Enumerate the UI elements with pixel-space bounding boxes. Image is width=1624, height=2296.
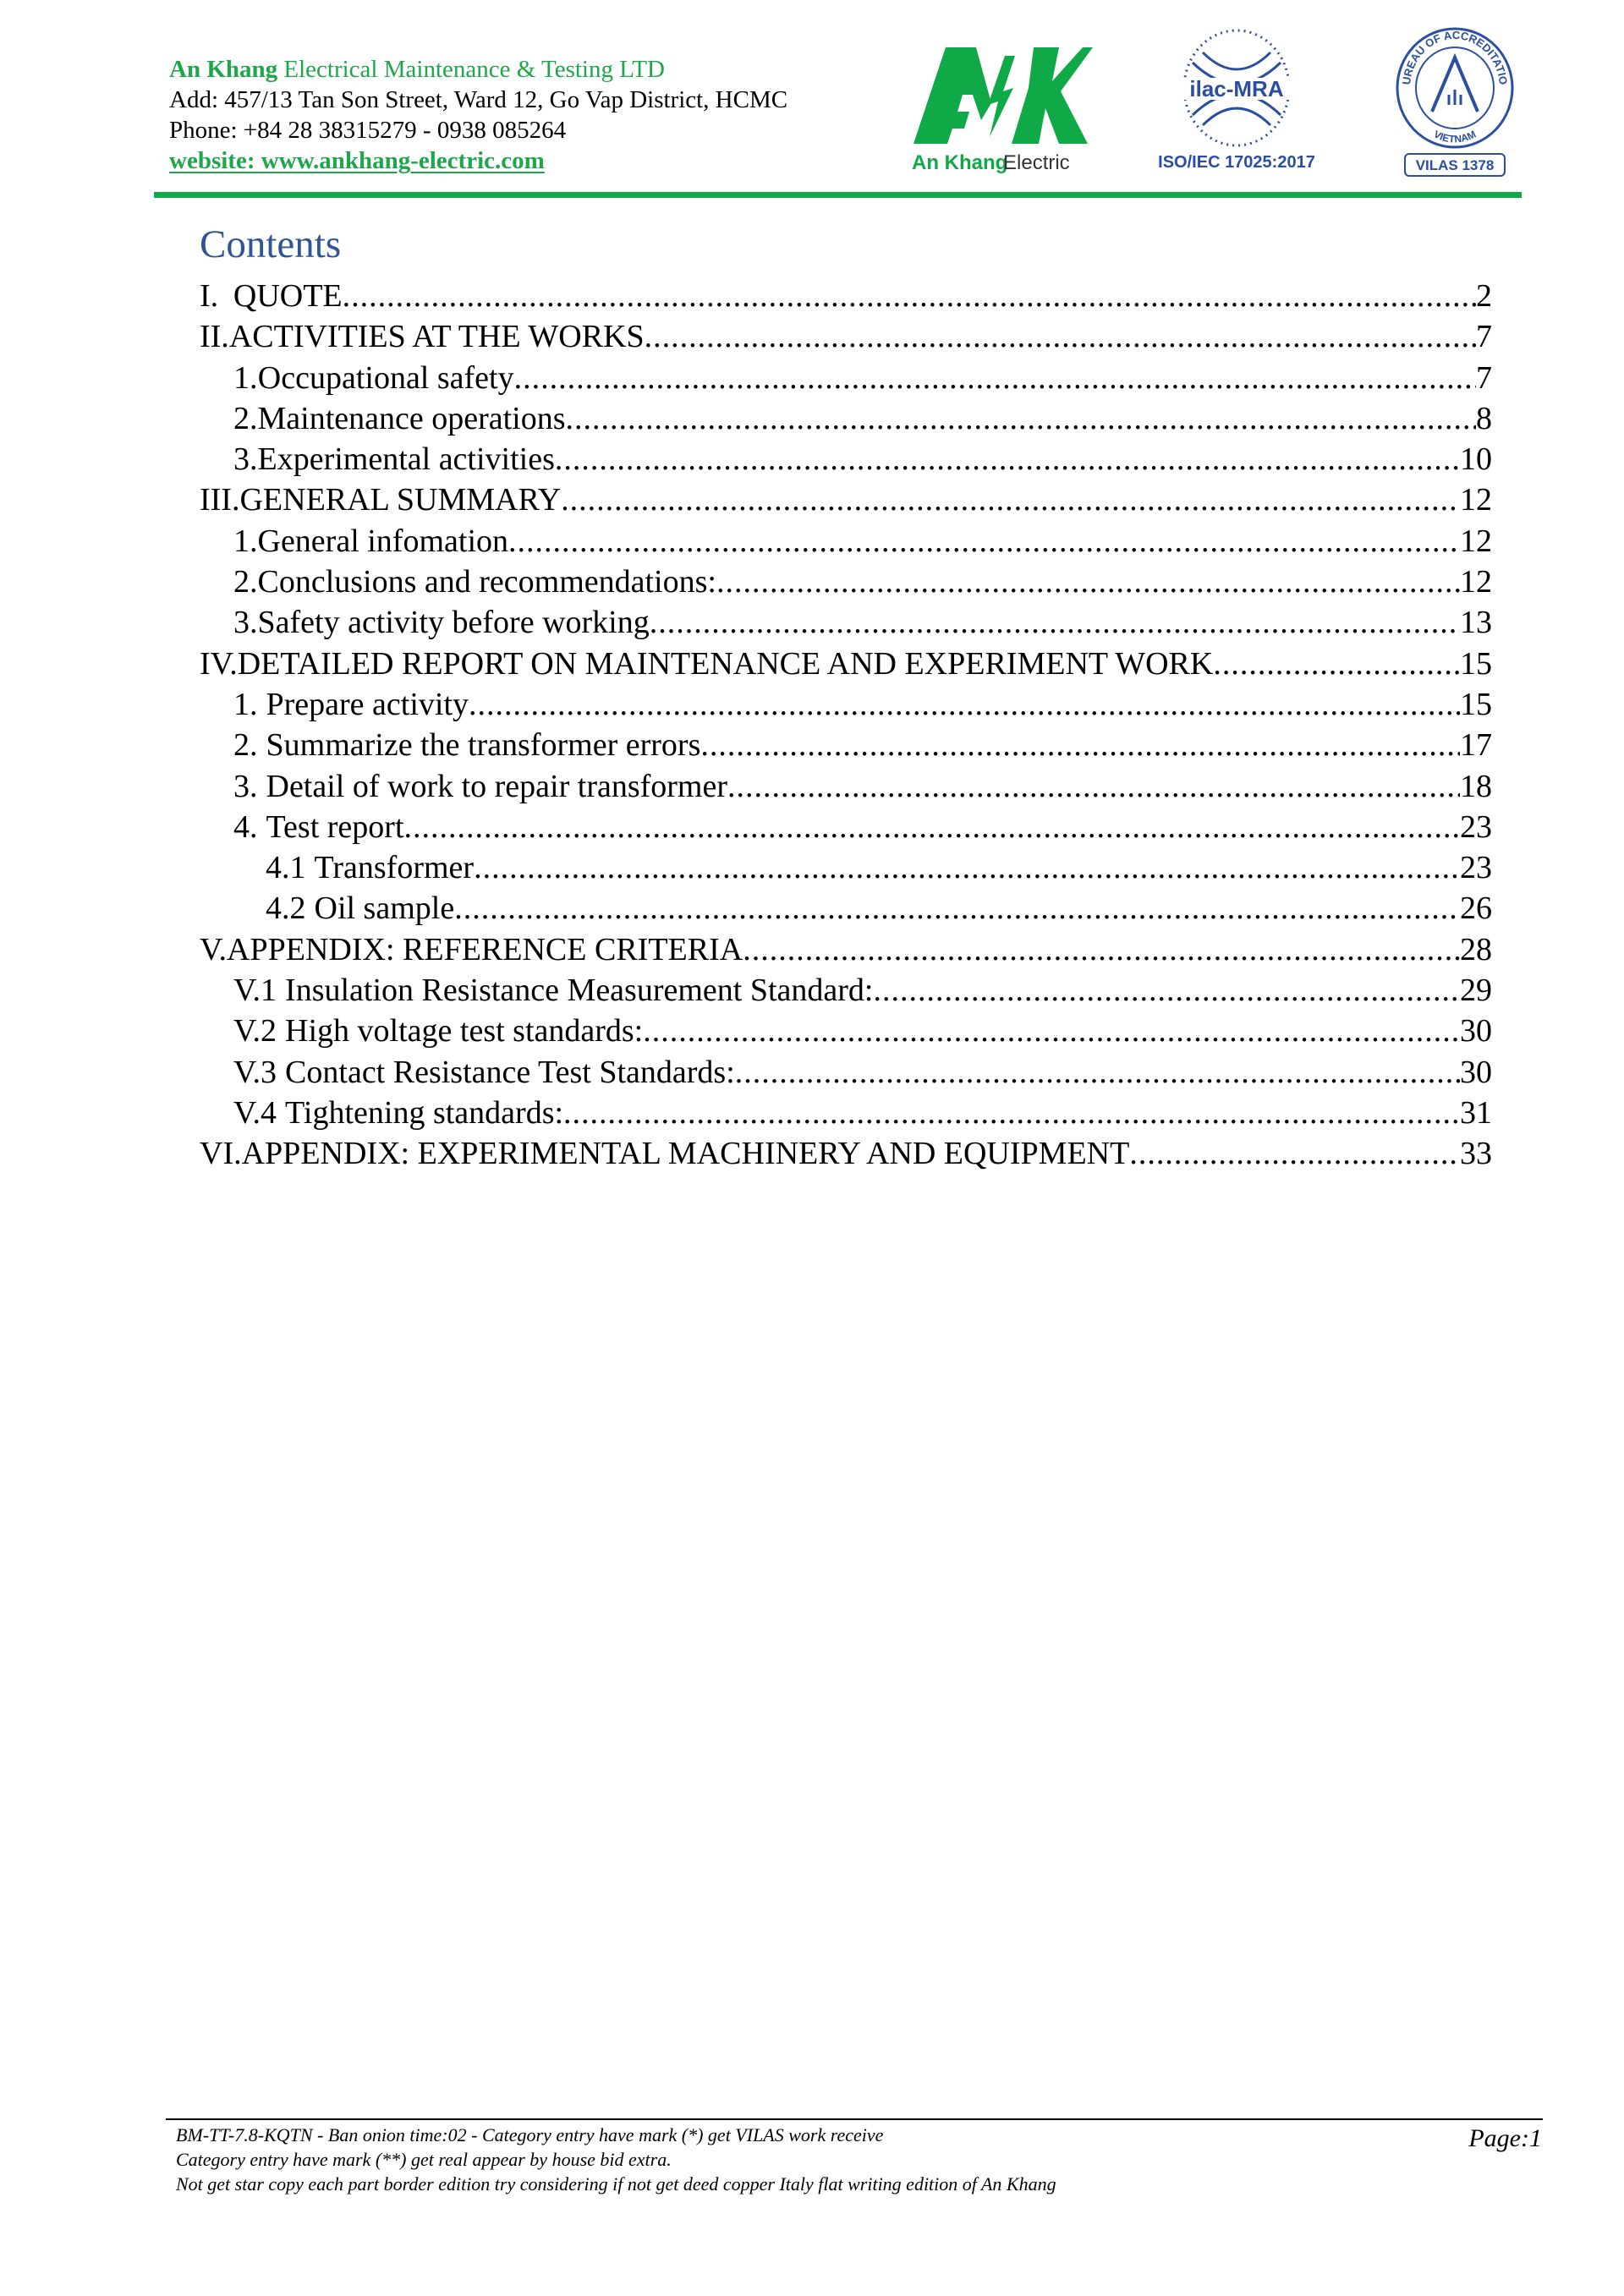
toc-entry-number: 3. — [233, 768, 258, 804]
ilac-mra-text: ilac-MRA — [1189, 76, 1284, 101]
toc-entry[interactable] — [200, 1133, 1492, 1174]
toc-entry[interactable] — [200, 929, 1492, 970]
toc-entry-number: VI. — [200, 1136, 242, 1172]
toc-entry-label: Prepare activity — [266, 686, 469, 722]
bureau-of-accreditation-seal-icon — [1391, 27, 1518, 181]
toc-entry[interactable] — [200, 1011, 1492, 1051]
toc-leader-dots — [643, 1011, 1460, 1051]
toc-entry[interactable] — [200, 521, 1492, 562]
toc-leader-dots — [1213, 644, 1460, 684]
toc-entry-label: Tightening standards: — [285, 1094, 564, 1131]
footer-note-extra: Category entry have mark (**) get real appear by house bid extra. — [176, 2149, 672, 2170]
toc-entry[interactable] — [200, 562, 1492, 602]
footer-notes — [176, 2123, 1056, 2196]
toc-entry-page: 7 — [1476, 319, 1492, 355]
toc-entry-page: 30 — [1460, 1013, 1492, 1049]
toc-entry[interactable] — [200, 1052, 1492, 1093]
toc-entry-page: 28 — [1460, 931, 1492, 967]
toc-leader-dots — [561, 479, 1460, 520]
toc-entry[interactable] — [200, 725, 1492, 765]
toc-entry-page: 10 — [1460, 441, 1492, 478]
toc-entry-page: 15 — [1460, 645, 1492, 682]
an-khang-logo — [910, 44, 1096, 176]
toc-entry-label: Maintenance operations — [257, 400, 566, 436]
toc-entry-number: 3. — [233, 441, 258, 478]
contents-heading: Contents — [200, 222, 342, 266]
toc-leader-dots — [735, 1052, 1460, 1093]
toc-entry[interactable] — [200, 316, 1492, 357]
toc-entry-label: Conclusions and recommendations: — [257, 564, 716, 600]
toc-leader-dots — [454, 888, 1460, 929]
toc-entry-number: 2. — [233, 564, 258, 600]
footer-form-code: BM-TT-7.8-KQTN - Ban onion time:02 - Category entry have mark (*) get VILAS work receive — [176, 2124, 884, 2145]
toc-entry[interactable] — [200, 807, 1492, 847]
toc-entry-number: IV. — [200, 645, 238, 682]
svg-text:VIETNAM — [1432, 128, 1478, 145]
toc-entry[interactable] — [200, 479, 1492, 520]
toc-entry-number: 3. — [233, 605, 258, 641]
toc-entry-page: 12 — [1460, 564, 1492, 600]
toc-entry-label: Oil sample — [314, 890, 455, 927]
toc-entry[interactable] — [200, 970, 1492, 1011]
company-phone: Phone: +84 28 38315279 - 0938 085264 — [169, 117, 567, 144]
toc-leader-dots — [566, 398, 1476, 439]
toc-entry[interactable] — [200, 1093, 1492, 1133]
toc-entry-label: APPENDIX: REFERENCE CRITERIA — [227, 931, 743, 967]
company-website-link[interactable]: website: www.ankhang-electric.com — [169, 147, 545, 174]
toc-entry[interactable] — [200, 644, 1492, 684]
toc-entry-page: 26 — [1460, 890, 1492, 927]
ak-lightning-logo-icon — [910, 44, 1096, 176]
ilac-mra-seal-icon — [1142, 27, 1332, 179]
toc-entry-page: 33 — [1460, 1136, 1492, 1172]
toc-entry-label: DETAILED REPORT ON MAINTENANCE AND EXPERIMENT WORK — [237, 645, 1214, 682]
toc-leader-dots — [555, 439, 1460, 479]
toc-entry[interactable] — [200, 398, 1492, 439]
toc-entry-number: V.4 — [233, 1094, 277, 1131]
company-address: Add: 457/13 Tan Son Street, Ward 12, Go Vap District, HCMC — [169, 86, 788, 113]
toc-entry-page: 7 — [1476, 359, 1492, 396]
toc-entry-number: V.2 — [233, 1013, 277, 1049]
company-name-rest: Electrical Maintenance & Testing LTD — [277, 56, 665, 83]
toc-entry-label: Summarize the transformer errors — [266, 727, 701, 764]
toc-leader-dots — [469, 684, 1460, 725]
toc-entry-page: 18 — [1460, 768, 1492, 804]
footer-divider — [166, 2118, 1543, 2120]
toc-entry-page: 23 — [1460, 808, 1492, 845]
ak-brand-rest: Electric — [1003, 151, 1070, 174]
toc-leader-dots — [727, 766, 1460, 807]
toc-entry-number: II. — [200, 319, 229, 355]
toc-leader-dots — [404, 807, 1460, 847]
ilac-mra-logo — [1142, 27, 1332, 179]
toc-leader-dots — [563, 1093, 1460, 1133]
toc-entry-number: I. — [200, 278, 219, 314]
toc-entry[interactable] — [200, 684, 1492, 725]
toc-entry-label: GENERAL SUMMARY — [239, 482, 562, 518]
toc-entry[interactable] — [200, 847, 1492, 888]
toc-entry[interactable] — [200, 439, 1492, 479]
toc-entry-label: Occupational safety — [257, 359, 514, 396]
toc-entry-label: Detail of work to repair transformer — [266, 768, 728, 804]
page-number: Page:1 — [1468, 2124, 1542, 2152]
toc-leader-dots — [873, 970, 1460, 1011]
boa-ring-bottom-text: VIETNAM — [1431, 128, 1479, 145]
toc-entry-number: 4.2 — [266, 890, 306, 927]
toc-entry-label: High voltage test standards: — [285, 1013, 644, 1049]
toc-entry-page: 23 — [1460, 850, 1492, 886]
toc-entry-label: Test report — [266, 808, 404, 845]
toc-entry-label: Transformer — [314, 850, 475, 886]
toc-entry-label: ACTIVITIES AT THE WORKS — [228, 319, 645, 355]
toc-entry-page: 13 — [1460, 605, 1492, 641]
toc-leader-dots — [700, 725, 1460, 765]
company-name-bold: An Khang — [169, 56, 278, 83]
toc-entry-page: 31 — [1460, 1094, 1492, 1131]
toc-entry[interactable] — [200, 358, 1492, 398]
toc-entry[interactable] — [200, 766, 1492, 807]
vilas-accreditation-logo — [1391, 27, 1518, 181]
toc-leader-dots — [743, 929, 1460, 970]
table-of-contents — [200, 276, 1492, 1175]
company-info — [169, 54, 787, 176]
toc-leader-dots — [514, 358, 1476, 398]
toc-entry-label: APPENDIX: EXPERIMENTAL MACHINERY AND EQUIPMENT — [241, 1136, 1130, 1172]
toc-entry-label: General infomation — [257, 523, 509, 559]
toc-entry-label: Safety activity before working — [257, 605, 650, 641]
toc-entry-page: 12 — [1460, 482, 1492, 518]
toc-entry-page: 29 — [1460, 973, 1492, 1009]
toc-entry-page: 8 — [1476, 400, 1492, 436]
toc-entry-number: 2. — [233, 727, 258, 764]
header-divider — [154, 192, 1522, 198]
toc-leader-dots — [508, 521, 1460, 562]
toc-entry-page: 15 — [1460, 686, 1492, 722]
toc-entry-page: 17 — [1460, 727, 1492, 764]
toc-entry-page: 2 — [1476, 278, 1492, 314]
toc-leader-dots — [650, 602, 1460, 643]
toc-entry-number: V. — [200, 931, 228, 967]
toc-entry[interactable] — [200, 602, 1492, 643]
company-name — [169, 54, 787, 85]
toc-entry-label: QUOTE — [233, 278, 343, 314]
iso-standard-caption: ISO/IEC 17025:2017 — [1158, 153, 1315, 172]
toc-entry-number: 1. — [233, 523, 258, 559]
toc-entry-label: Contact Resistance Test Standards: — [285, 1054, 735, 1090]
toc-leader-dots — [1129, 1133, 1460, 1174]
toc-entry-number: 4. — [233, 808, 258, 845]
toc-leader-dots — [343, 276, 1476, 316]
toc-entry-number: 1. — [233, 359, 258, 396]
toc-entry-label: Experimental activities — [257, 441, 555, 478]
toc-entry-page: 30 — [1460, 1054, 1492, 1090]
vilas-number-caption: VILAS 1378 — [1415, 157, 1495, 173]
toc-leader-dots — [716, 562, 1460, 602]
toc-entry-number: 1. — [233, 686, 258, 722]
toc-entry-number: V.3 — [233, 1054, 277, 1090]
toc-entry-number: III. — [200, 482, 240, 518]
toc-entry-number: 4.1 — [266, 850, 306, 886]
toc-leader-dots — [645, 316, 1476, 357]
footer-copy-notice: Not get star copy each part border edition try considering if not get deed copper Italy flat writing edition of An Khang — [176, 2173, 1056, 2195]
toc-entry-page: 12 — [1460, 523, 1492, 559]
ak-brand-bold: An Khang — [912, 151, 1008, 174]
toc-entry-label: Insulation Resistance Measurement Standard: — [285, 973, 874, 1009]
toc-leader-dots — [474, 847, 1460, 888]
boa-ring-top-text: UREAU OF ACCREDITATIO — [1400, 28, 1511, 86]
toc-entry-number: V.1 — [233, 973, 277, 1009]
toc-entry[interactable] — [200, 276, 1492, 316]
toc-entry[interactable] — [200, 888, 1492, 929]
toc-entry-number: 2. — [233, 400, 258, 436]
